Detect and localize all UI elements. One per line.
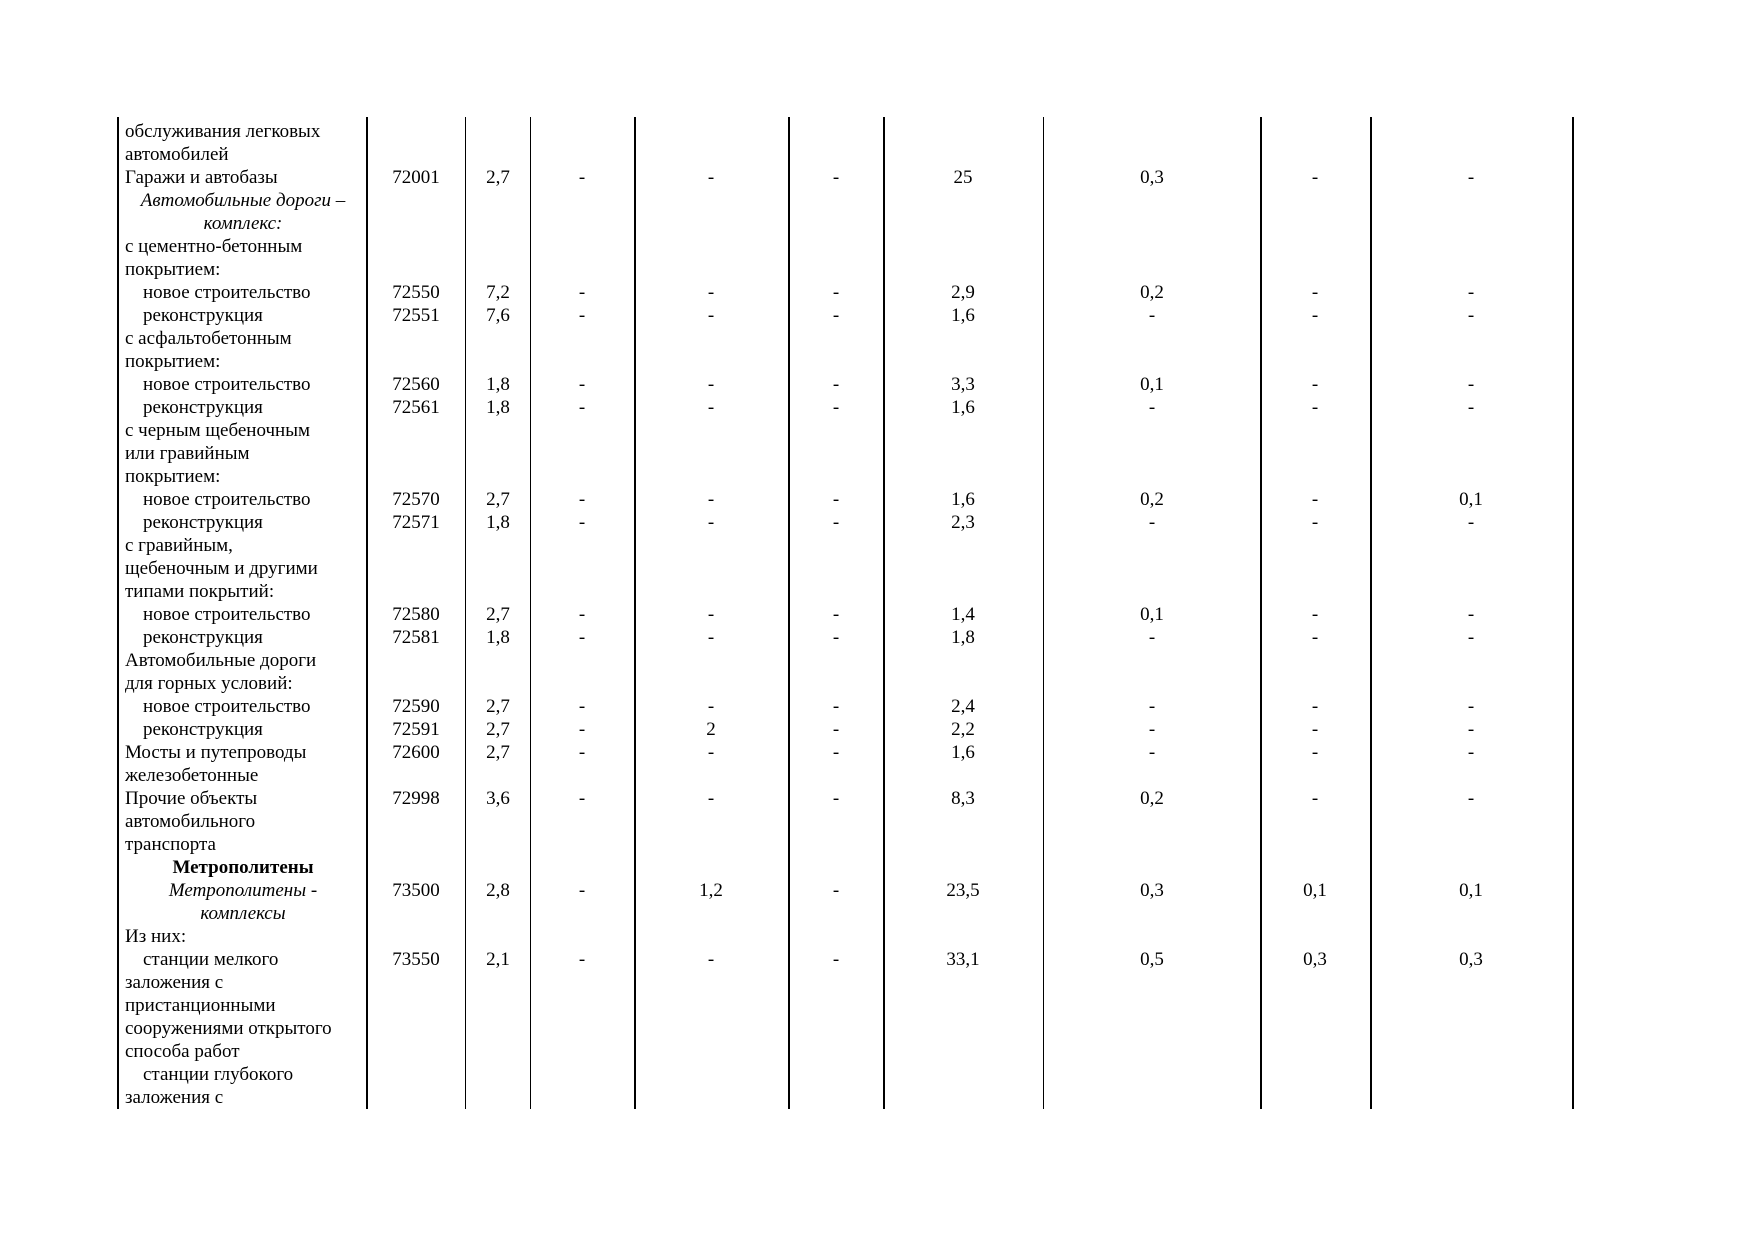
row-value: - bbox=[832, 742, 840, 763]
row-value: - bbox=[1148, 696, 1156, 717]
row-value: - bbox=[1311, 305, 1319, 326]
row-label: Из них: bbox=[125, 926, 187, 947]
row-value: 1,6 bbox=[951, 305, 975, 326]
row-value: - bbox=[1148, 627, 1156, 648]
row-value: 25 bbox=[953, 167, 973, 188]
row-value: - bbox=[578, 627, 586, 648]
row-label: с гравийным, bbox=[125, 535, 233, 556]
row-label: автомобилей bbox=[125, 144, 229, 165]
row-value: - bbox=[1311, 167, 1319, 188]
row-label: станции глубокого bbox=[143, 1064, 294, 1085]
row-value: - bbox=[832, 374, 840, 395]
row-value: 2,7 bbox=[486, 489, 510, 510]
row-value: - bbox=[707, 489, 715, 510]
row-value: 0,1 bbox=[1140, 604, 1164, 625]
row-label: автомобильного bbox=[125, 811, 256, 832]
row-value: - bbox=[707, 305, 715, 326]
row-value: - bbox=[832, 696, 840, 717]
row-label: новое строительство bbox=[143, 374, 311, 395]
row-value: - bbox=[832, 489, 840, 510]
row-value: - bbox=[832, 167, 840, 188]
row-value: 2,7 bbox=[486, 167, 510, 188]
row-label: Прочие объекты bbox=[125, 788, 258, 809]
row-value: 0,1 bbox=[1459, 489, 1483, 510]
row-label: щебеночным и другими bbox=[125, 558, 318, 579]
row-value: - bbox=[1148, 719, 1156, 740]
column-divider bbox=[634, 117, 636, 1109]
row-label: новое строительство bbox=[143, 696, 311, 717]
row-value: 0,1 bbox=[1140, 374, 1164, 395]
row-value: 0,3 bbox=[1303, 949, 1327, 970]
row-value: - bbox=[832, 604, 840, 625]
column-divider bbox=[1043, 117, 1044, 1109]
row-value: 2,1 bbox=[486, 949, 510, 970]
row-value: - bbox=[707, 374, 715, 395]
row-value: 1,4 bbox=[951, 604, 975, 625]
row-label: реконструкция bbox=[143, 512, 263, 533]
row-label: покрытием: bbox=[125, 466, 221, 487]
row-code: 72561 bbox=[392, 397, 440, 418]
row-label: обслуживания легковых bbox=[125, 121, 321, 142]
row-value: 1,6 bbox=[951, 397, 975, 418]
row-code: 73550 bbox=[392, 949, 440, 970]
row-label: пристанционными bbox=[125, 995, 276, 1016]
column-divider bbox=[1370, 117, 1372, 1109]
row-value: 0,3 bbox=[1459, 949, 1483, 970]
row-code: 72550 bbox=[392, 282, 440, 303]
row-value: 2,2 bbox=[951, 719, 975, 740]
row-value: 0,2 bbox=[1140, 489, 1164, 510]
row-value: 33,1 bbox=[946, 949, 980, 970]
row-label: для горных условий: bbox=[125, 673, 293, 694]
row-label: Автомобильные дороги bbox=[125, 650, 317, 671]
row-value: - bbox=[1311, 512, 1319, 533]
row-value: 2,8 bbox=[486, 880, 510, 901]
row-value: - bbox=[1467, 397, 1475, 418]
row-value: - bbox=[707, 167, 715, 188]
row-value: - bbox=[707, 742, 715, 763]
row-code: 72571 bbox=[392, 512, 440, 533]
row-label: комплекс: bbox=[203, 213, 283, 234]
row-value: - bbox=[1467, 627, 1475, 648]
row-code: 73500 bbox=[392, 880, 440, 901]
row-value: 0,3 bbox=[1140, 167, 1164, 188]
row-label: реконструкция bbox=[143, 397, 263, 418]
row-value: 23,5 bbox=[946, 880, 980, 901]
row-label: Гаражи и автобазы bbox=[125, 167, 278, 188]
row-label: Метрополитены bbox=[172, 857, 314, 878]
row-code: 72560 bbox=[392, 374, 440, 395]
row-value: - bbox=[1467, 167, 1475, 188]
row-value: - bbox=[832, 512, 840, 533]
column-divider bbox=[788, 117, 790, 1109]
row-value: - bbox=[1311, 742, 1319, 763]
row-value: - bbox=[1311, 489, 1319, 510]
row-value: 0,1 bbox=[1303, 880, 1327, 901]
row-value: - bbox=[1467, 282, 1475, 303]
row-value: - bbox=[707, 512, 715, 533]
row-label: или гравийным bbox=[125, 443, 250, 464]
row-value: 1,8 bbox=[486, 512, 510, 533]
row-value: 1,8 bbox=[951, 627, 975, 648]
row-value: 2 bbox=[706, 719, 716, 740]
row-value: 7,2 bbox=[486, 282, 510, 303]
row-code: 72551 bbox=[392, 305, 440, 326]
row-value: - bbox=[832, 305, 840, 326]
row-code: 72590 bbox=[392, 696, 440, 717]
row-value: 1,8 bbox=[486, 397, 510, 418]
row-value: - bbox=[832, 880, 840, 901]
row-value: - bbox=[1467, 696, 1475, 717]
row-value: - bbox=[832, 788, 840, 809]
row-value: - bbox=[707, 604, 715, 625]
row-value: - bbox=[1467, 305, 1475, 326]
row-value: - bbox=[1311, 719, 1319, 740]
row-value: 0,1 bbox=[1459, 880, 1483, 901]
row-value: 1,6 bbox=[951, 489, 975, 510]
row-value: - bbox=[832, 282, 840, 303]
row-value: - bbox=[578, 880, 586, 901]
row-label: реконструкция bbox=[143, 627, 263, 648]
row-value: - bbox=[1148, 742, 1156, 763]
row-value: - bbox=[578, 949, 586, 970]
row-value: - bbox=[578, 604, 586, 625]
row-label: реконструкция bbox=[143, 719, 263, 740]
row-value: - bbox=[707, 282, 715, 303]
row-value: - bbox=[707, 696, 715, 717]
row-value: - bbox=[578, 742, 586, 763]
row-label: способа работ bbox=[125, 1041, 240, 1062]
row-value: - bbox=[1467, 604, 1475, 625]
row-label: покрытием: bbox=[125, 259, 221, 280]
row-value: - bbox=[578, 397, 586, 418]
row-value: 0,2 bbox=[1140, 788, 1164, 809]
row-value: - bbox=[578, 512, 586, 533]
row-value: - bbox=[832, 397, 840, 418]
row-value: - bbox=[1467, 719, 1475, 740]
column-divider bbox=[883, 117, 885, 1109]
row-value: - bbox=[578, 696, 586, 717]
row-value: - bbox=[578, 305, 586, 326]
row-value: - bbox=[578, 374, 586, 395]
row-label: новое строительство bbox=[143, 604, 311, 625]
row-value: 2,4 bbox=[951, 696, 975, 717]
row-label: транспорта bbox=[125, 834, 216, 855]
table-border-right bbox=[1572, 117, 1574, 1109]
row-value: - bbox=[1311, 397, 1319, 418]
row-label: станции мелкого bbox=[143, 949, 279, 970]
row-value: 7,6 bbox=[486, 305, 510, 326]
row-value: - bbox=[1311, 374, 1319, 395]
row-label: новое строительство bbox=[143, 489, 311, 510]
row-value: - bbox=[1311, 627, 1319, 648]
row-code: 72581 bbox=[392, 627, 440, 648]
row-value: 0,3 bbox=[1140, 880, 1164, 901]
row-value: - bbox=[832, 627, 840, 648]
row-value: 2,7 bbox=[486, 604, 510, 625]
column-divider bbox=[530, 117, 531, 1109]
row-value: 8,3 bbox=[951, 788, 975, 809]
row-value: - bbox=[1311, 282, 1319, 303]
row-value: - bbox=[1311, 604, 1319, 625]
row-value: - bbox=[707, 788, 715, 809]
row-code: 72580 bbox=[392, 604, 440, 625]
row-label: типами покрытий: bbox=[125, 581, 275, 602]
row-value: 1,2 bbox=[699, 880, 723, 901]
row-value: - bbox=[578, 719, 586, 740]
column-divider bbox=[366, 117, 368, 1109]
row-label: Автомобильные дороги – bbox=[140, 190, 346, 211]
row-value: 1,6 bbox=[951, 742, 975, 763]
row-label: заложения с bbox=[125, 972, 224, 993]
row-value: - bbox=[707, 627, 715, 648]
column-divider bbox=[1260, 117, 1262, 1109]
row-label: покрытием: bbox=[125, 351, 221, 372]
row-value: - bbox=[832, 719, 840, 740]
row-value: 2,9 bbox=[951, 282, 975, 303]
row-code: 72600 bbox=[392, 742, 440, 763]
row-label: с асфальтобетонным bbox=[125, 328, 292, 349]
row-value: 3,6 bbox=[486, 788, 510, 809]
row-label: сооружениями открытого bbox=[125, 1018, 332, 1039]
row-value: 2,7 bbox=[486, 719, 510, 740]
row-value: - bbox=[578, 282, 586, 303]
row-value: - bbox=[1311, 788, 1319, 809]
row-value: - bbox=[832, 949, 840, 970]
row-label: заложения с bbox=[125, 1087, 224, 1108]
row-value: 1,8 bbox=[486, 374, 510, 395]
row-value: 2,7 bbox=[486, 696, 510, 717]
row-value: 2,3 bbox=[951, 512, 975, 533]
row-label: комплексы bbox=[200, 903, 286, 924]
row-label: железобетонные bbox=[125, 765, 259, 786]
row-code: 72591 bbox=[392, 719, 440, 740]
row-value: - bbox=[1467, 788, 1475, 809]
row-code: 72570 bbox=[392, 489, 440, 510]
row-value: 0,5 bbox=[1140, 949, 1164, 970]
row-value: - bbox=[1467, 512, 1475, 533]
row-label: Метрополитены - bbox=[168, 880, 318, 901]
row-value: 2,7 bbox=[486, 742, 510, 763]
row-value: 0,2 bbox=[1140, 282, 1164, 303]
row-value: - bbox=[707, 397, 715, 418]
row-value: - bbox=[1467, 374, 1475, 395]
column-divider bbox=[465, 117, 466, 1109]
row-code: 72001 bbox=[392, 167, 440, 188]
row-value: 1,8 bbox=[486, 627, 510, 648]
row-value: - bbox=[578, 788, 586, 809]
row-value: - bbox=[1311, 696, 1319, 717]
table-border-left bbox=[117, 117, 119, 1109]
row-label: реконструкция bbox=[143, 305, 263, 326]
row-label: Мосты и путепроводы bbox=[125, 742, 307, 763]
row-code: 72998 bbox=[392, 788, 440, 809]
row-value: - bbox=[707, 949, 715, 970]
row-value: - bbox=[578, 167, 586, 188]
row-value: 3,3 bbox=[951, 374, 975, 395]
row-value: - bbox=[1148, 397, 1156, 418]
row-label: с цементно-бетонным bbox=[125, 236, 303, 257]
row-value: - bbox=[578, 489, 586, 510]
row-value: - bbox=[1148, 512, 1156, 533]
row-label: новое строительство bbox=[143, 282, 311, 303]
row-value: - bbox=[1467, 742, 1475, 763]
row-label: с черным щебеночным bbox=[125, 420, 310, 441]
row-value: - bbox=[1148, 305, 1156, 326]
